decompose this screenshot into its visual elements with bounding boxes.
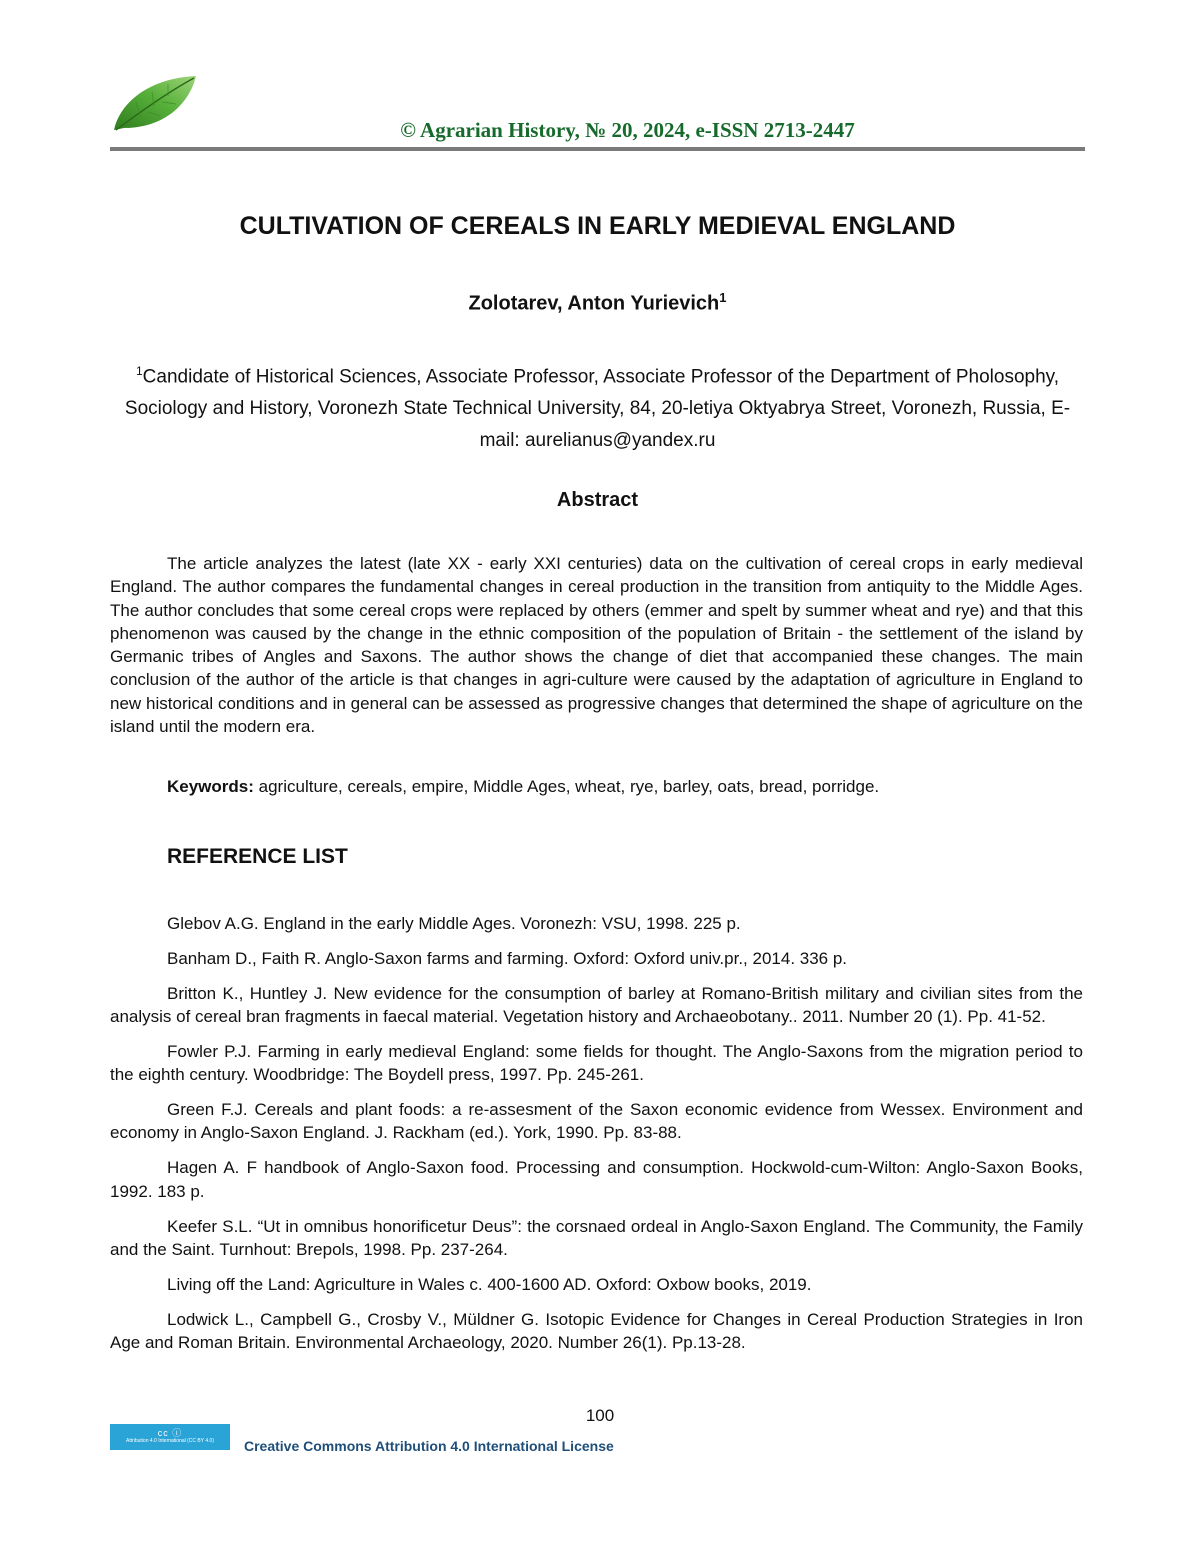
article-title: CULTIVATION OF CEREALS IN EARLY MEDIEVAL ENGLAND: [239, 212, 956, 240]
reference-item: Banham D., Faith R. Anglo-Saxon farms and farming. Oxford: Oxford univ.pr., 2014. 336 p.: [167, 948, 848, 968]
reference-item: Glebov A.G. England in the early Middle Ages. Voronezh: VSU, 1998. 225 p.: [167, 914, 741, 933]
author-sup: 1: [719, 290, 727, 305]
reference-item: Keefer S.L. “Ut in omnibus honorificetur Deus”: the corsnaed ordeal in Anglo-Saxon England. The Community, the Family and the Saint. Turnhout: Brepols, 1998. Pp. 237-264.: [110, 1216, 1083, 1259]
keywords-list: agriculture, cereals, empire, Middle Ages, wheat, rye, barley, oats, bread, porridge.: [253, 777, 880, 796]
reference-item: Fowler P.J. Farming in early medieval England: some fields for thought. The Anglo-Saxons from the migration period to the eighth century. Woodbridge: The Boydell press, 1997. Pp. 245-261.: [110, 1041, 1083, 1085]
reference-list-heading: REFERENCE LIST: [167, 845, 348, 868]
page-header: [110, 72, 1085, 152]
abstract-heading: Abstract: [556, 489, 639, 511]
cc-badge-text: Attribution 4.0 International (CC BY 4.0): [125, 1438, 214, 1444]
author: [110, 290, 1085, 316]
abstract-text: The article analyzes the latest (late XX - early XXI centuries) data on the cultivation of cereal crops in early medieval England. The author compares the fundamental changes in cereal production in the transition from antiquity to the Middle Ages. The author concludes that some cereal crops were replaced by others (emmer and spelt by summer wheat and rye) and that this phenomenon was caused by the change in the ethnic composition of the population of Britain - the settlement of the island by Germanic tribes of Angles and Saxons. The author shows the change of diet that accompanied these changes. The main conclusion of the author of the article is that changes in agri-culture were caused by the adaptation of agriculture in England to new historical conditions and in general can be assessed as progressive changes that determined the shape of agriculture on the island until the modern era.: [110, 554, 1083, 737]
reference-item: Lodwick L., Campbell G., Crosby V., Müldner G. Isotopic Evidence for Changes in Cereal Production Strategies in Iron Age and Roman Britain. Environmental Archaeology, 2020. Number 26(1). Pp.13-28.: [110, 1309, 1083, 1352]
journal-line: © Agrarian History, № 20, 2024, e-ISSN 2713-2447: [400, 118, 855, 142]
license-text: Creative Commons Attribution 4.0 International License: [244, 1438, 614, 1454]
cc-by-icon: cc ⓘ: [157, 1428, 183, 1438]
keywords: [167, 775, 1083, 798]
reference-list: [110, 912, 1083, 1366]
reference-item: Green F.J. Cereals and plant foods: a re-assesment of the Saxon economic evidence from Wessex. Environment and economy in Anglo-Saxon England. J. Rackham (ed.). York, 1990. Pp. 83-88.: [110, 1100, 1083, 1143]
header-rule: [110, 147, 1085, 151]
affiliation-text: Candidate of Historical Sciences, Associate Professor, Associate Professor of the Department of Pholosophy, Sociology and History, Voronezh State Technical University, 84, 20-letiya Oktyabrya Street, Voronezh, Russia, E-mail: aurelianus@yandex.ru: [124, 366, 1071, 452]
affiliation-sup: 1: [135, 364, 143, 378]
affiliation: [120, 355, 1075, 457]
page-number: 100: [585, 1406, 615, 1425]
reference-item: Living off the Land: Agriculture in Wales c. 400-1600 AD. Oxford: Oxbow books, 2019.: [167, 1274, 812, 1294]
keywords-label: Keywords:: [167, 777, 254, 796]
reference-item: Hagen A. F handbook of Anglo-Saxon food. Processing and consumption. Hockwold-cum-Wilton: Anglo-Saxon Books, 1992. 183 p.: [110, 1158, 1083, 1201]
reference-item: Britton K., Huntley J. New evidence for the consumption of barley at Romano-British military and civilian sites from the analysis of cereal bran fragments in faecal material. Vegetation history and Archaeobotany.. 2011. Number 20 (1). Pp. 41-52.: [110, 983, 1083, 1027]
author-name: Zolotarev, Anton Yurievich: [468, 292, 720, 315]
cc-license-badge[interactable]: [110, 1424, 230, 1450]
